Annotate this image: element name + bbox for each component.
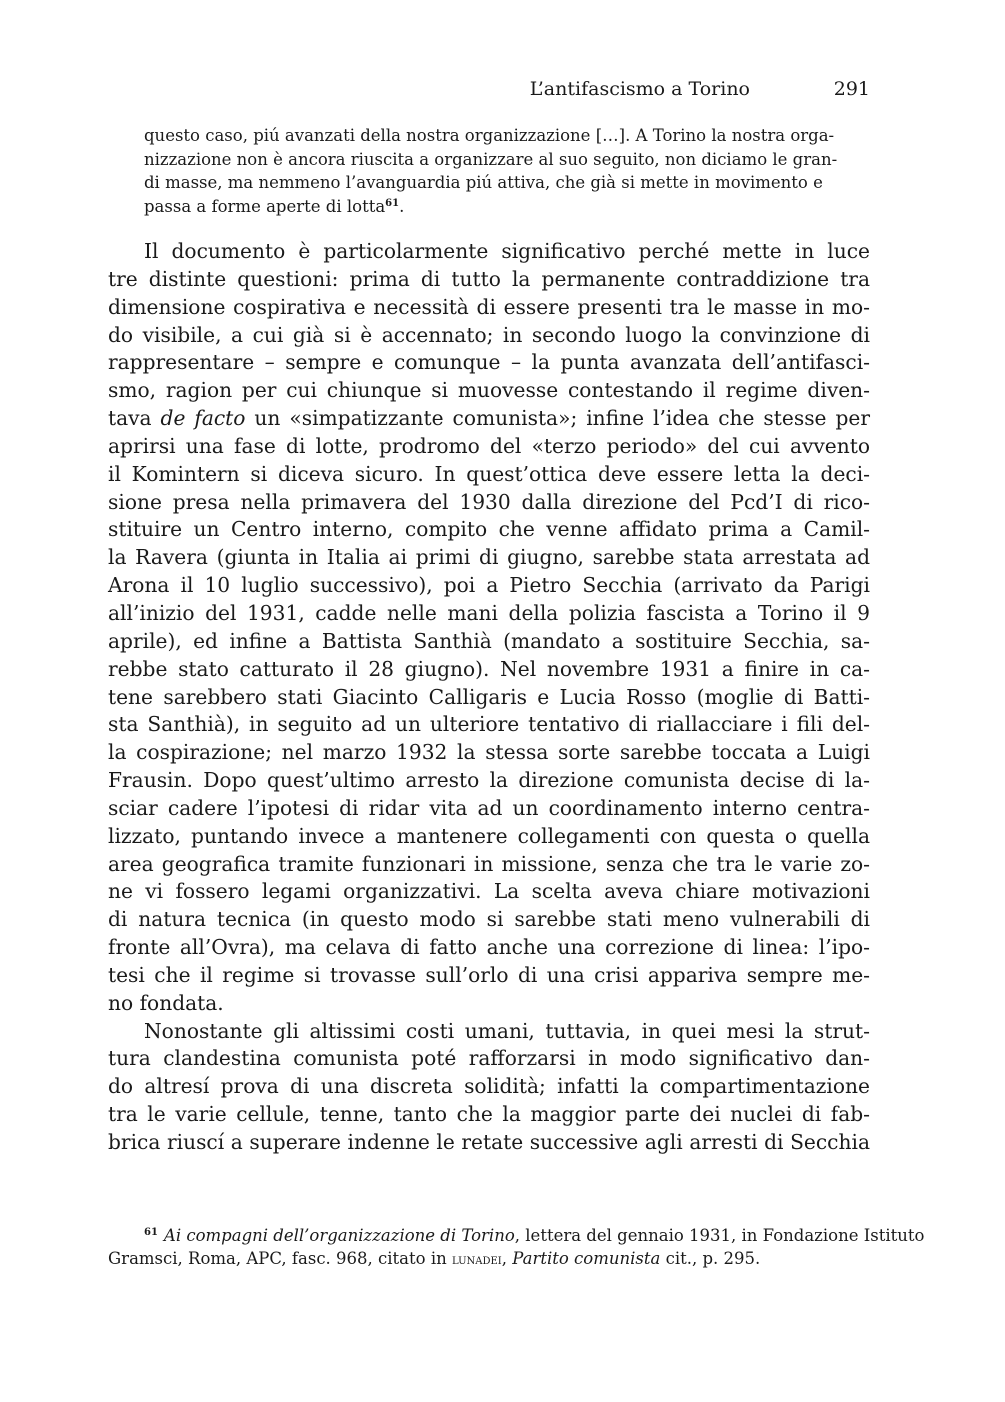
running-head <box>108 78 870 106</box>
paragraph-line: tesi che il regime si trovasse sull’orlo di una crisi appariva sempre me- <box>108 962 870 987</box>
paragraph-text: tava <box>108 406 161 431</box>
paragraph-line: do altresí prova di una discreta solidità; infatti la compartimentazione <box>108 1074 870 1099</box>
paragraph-text: un «simpatizzante comunista»; infine l’idea che stesse per <box>245 406 870 431</box>
paragraph-line: fronte all’Ovra), ma celava di fatto anche una correzione di linea: l’ipo- <box>108 935 870 960</box>
quote-line: questo caso, piú avanzati della nostra organizzazione […]. A Torino la nostra orga- <box>144 126 835 145</box>
paragraph-line: area geografica tramite funzionari in missione, senza che tra le varie zo- <box>108 851 870 876</box>
footnote-text: Gramsci, Roma, APC, fasc. 968, citato in <box>108 1249 452 1268</box>
quote-line: di masse, ma nemmeno l’avanguardia piú attiva, che già si mette in movimento e <box>144 173 823 192</box>
footnote-title: Ai compagni dell’organizzazione di Torino <box>163 1226 515 1245</box>
paragraph-line: brica riuscí a superare indenne le retate successive agli arresti di Secchia <box>108 1130 870 1154</box>
paragraph-line: Il documento è particolarmente significativo perché mette in luce <box>144 239 870 263</box>
italic-phrase: de facto <box>160 406 246 431</box>
paragraph-line: tura clandestina comunista poté rafforzarsi in modo significativo dan- <box>108 1046 870 1071</box>
paragraph-line: smo, ragion per cui chiunque si muovesse contestando il regime diven- <box>108 378 870 403</box>
paragraph-line: rebbe stato catturato il 28 giugno). Nel novembre 1931 a finire in ca- <box>108 656 870 681</box>
paragraph-line: il Komintern si diceva sicuro. In quest’ottica deve essere letta la deci- <box>108 461 870 486</box>
body-text <box>108 238 870 1157</box>
paragraph-line: sione presa nella primavera del 1930 dalla direzione del Pcd’I di rico- <box>108 489 870 514</box>
quote-line-last <box>144 195 870 219</box>
paragraph-line: all’inizio del 1931, cadde nelle mani della polizia fascista a Torino il 9 <box>108 600 870 625</box>
paragraph-line: aprirsi una fase di lotte, prodromo del «terzo periodo» del cui avvento <box>108 433 870 458</box>
paragraph-line: stituire un Centro interno, compito che venne affidato prima a Camil- <box>108 517 870 542</box>
paragraph-line: do visibile, a cui già si è accennato; in secondo luogo la convinzione di <box>108 322 870 347</box>
paragraph-line: la Ravera (giunta in Italia ai primi di giugno, sarebbe stata arrestata ad <box>108 545 870 570</box>
page-number: 291 <box>833 78 870 100</box>
footnote <box>108 1224 925 1272</box>
paragraph-line: lizzato, puntando invece a mantenere collegamenti con questa o quella <box>108 823 870 848</box>
footnote-work: Partito comunista <box>512 1249 661 1268</box>
footnote-line <box>108 1224 925 1247</box>
paragraph-line: sta Santhià), in seguito ad un ulteriore tentativo di riallacciare i fili del- <box>108 712 870 737</box>
footnote-text: , lettera del gennaio 1931, in Fondazione Istituto <box>514 1226 925 1245</box>
footnote-text: cit., p. 295. <box>660 1249 761 1268</box>
paragraph-line: di natura tecnica (in questo modo si sarebbe stati meno vulnerabili di <box>108 907 870 932</box>
running-head-title: L’antifascismo a Torino <box>529 78 750 100</box>
block-quote <box>144 124 870 218</box>
paragraph-line <box>108 405 870 433</box>
footnote-number: 61 <box>144 1227 158 1238</box>
paragraph-line: tre distinte questioni: prima di tutto la permanente contraddizione tra <box>108 266 870 291</box>
quote-line: nizzazione non è ancora riuscita a organizzare al suo seguito, non diciamo le gran- <box>144 149 838 169</box>
paragraph-line: Nonostante gli altissimi costi umani, tuttavia, in quei mesi la strut- <box>144 1018 870 1043</box>
footnote-author: lunadei <box>451 1252 502 1268</box>
paragraph-line: sciar cadere l’ipotesi di ridar vita ad un coordinamento interno centra- <box>108 795 870 820</box>
paragraph-line: Arona il 10 luglio successivo), poi a Pietro Secchia (arrivato da Parigi <box>108 573 870 598</box>
footnote-line: Gramsci, Roma, APC, fasc. 968, citato in lunadei, Partito comunista cit., p. 295. <box>108 1249 761 1268</box>
paragraph-line: Frausin. Dopo quest’ultimo arresto la direzione comunista decise di la- <box>108 768 870 793</box>
paragraph-line: ne vi fossero legami organizzativi. La scelta aveva chiare motivazioni <box>108 879 870 904</box>
paragraph-line: tra le varie cellule, tenne, tanto che la maggior parte dei nuclei di fab- <box>108 1102 870 1127</box>
paragraph-line: no fondata. <box>108 990 224 1015</box>
paragraph-line: aprile), ed infine a Battista Santhià (mandato a sostituire Secchia, sa- <box>108 628 870 653</box>
footnote-reference[interactable]: 61 <box>385 197 400 209</box>
paragraph-line: rappresentare – sempre e comunque – la punta avanzata dell’antifasci- <box>108 350 870 375</box>
paragraph-line: tene sarebbero stati Giacinto Calligaris e Lucia Rosso (moglie di Batti- <box>108 684 870 709</box>
quote-line-text: passa a forme aperte di lotta <box>144 196 386 216</box>
paragraph-line: la cospirazione; nel marzo 1932 la stessa sorte sarebbe toccata a Luigi <box>108 740 870 765</box>
paragraph-line: dimensione cospirativa e necessità di essere presenti tra le masse in mo- <box>108 294 870 319</box>
quote-end-punctuation: . <box>399 196 405 216</box>
